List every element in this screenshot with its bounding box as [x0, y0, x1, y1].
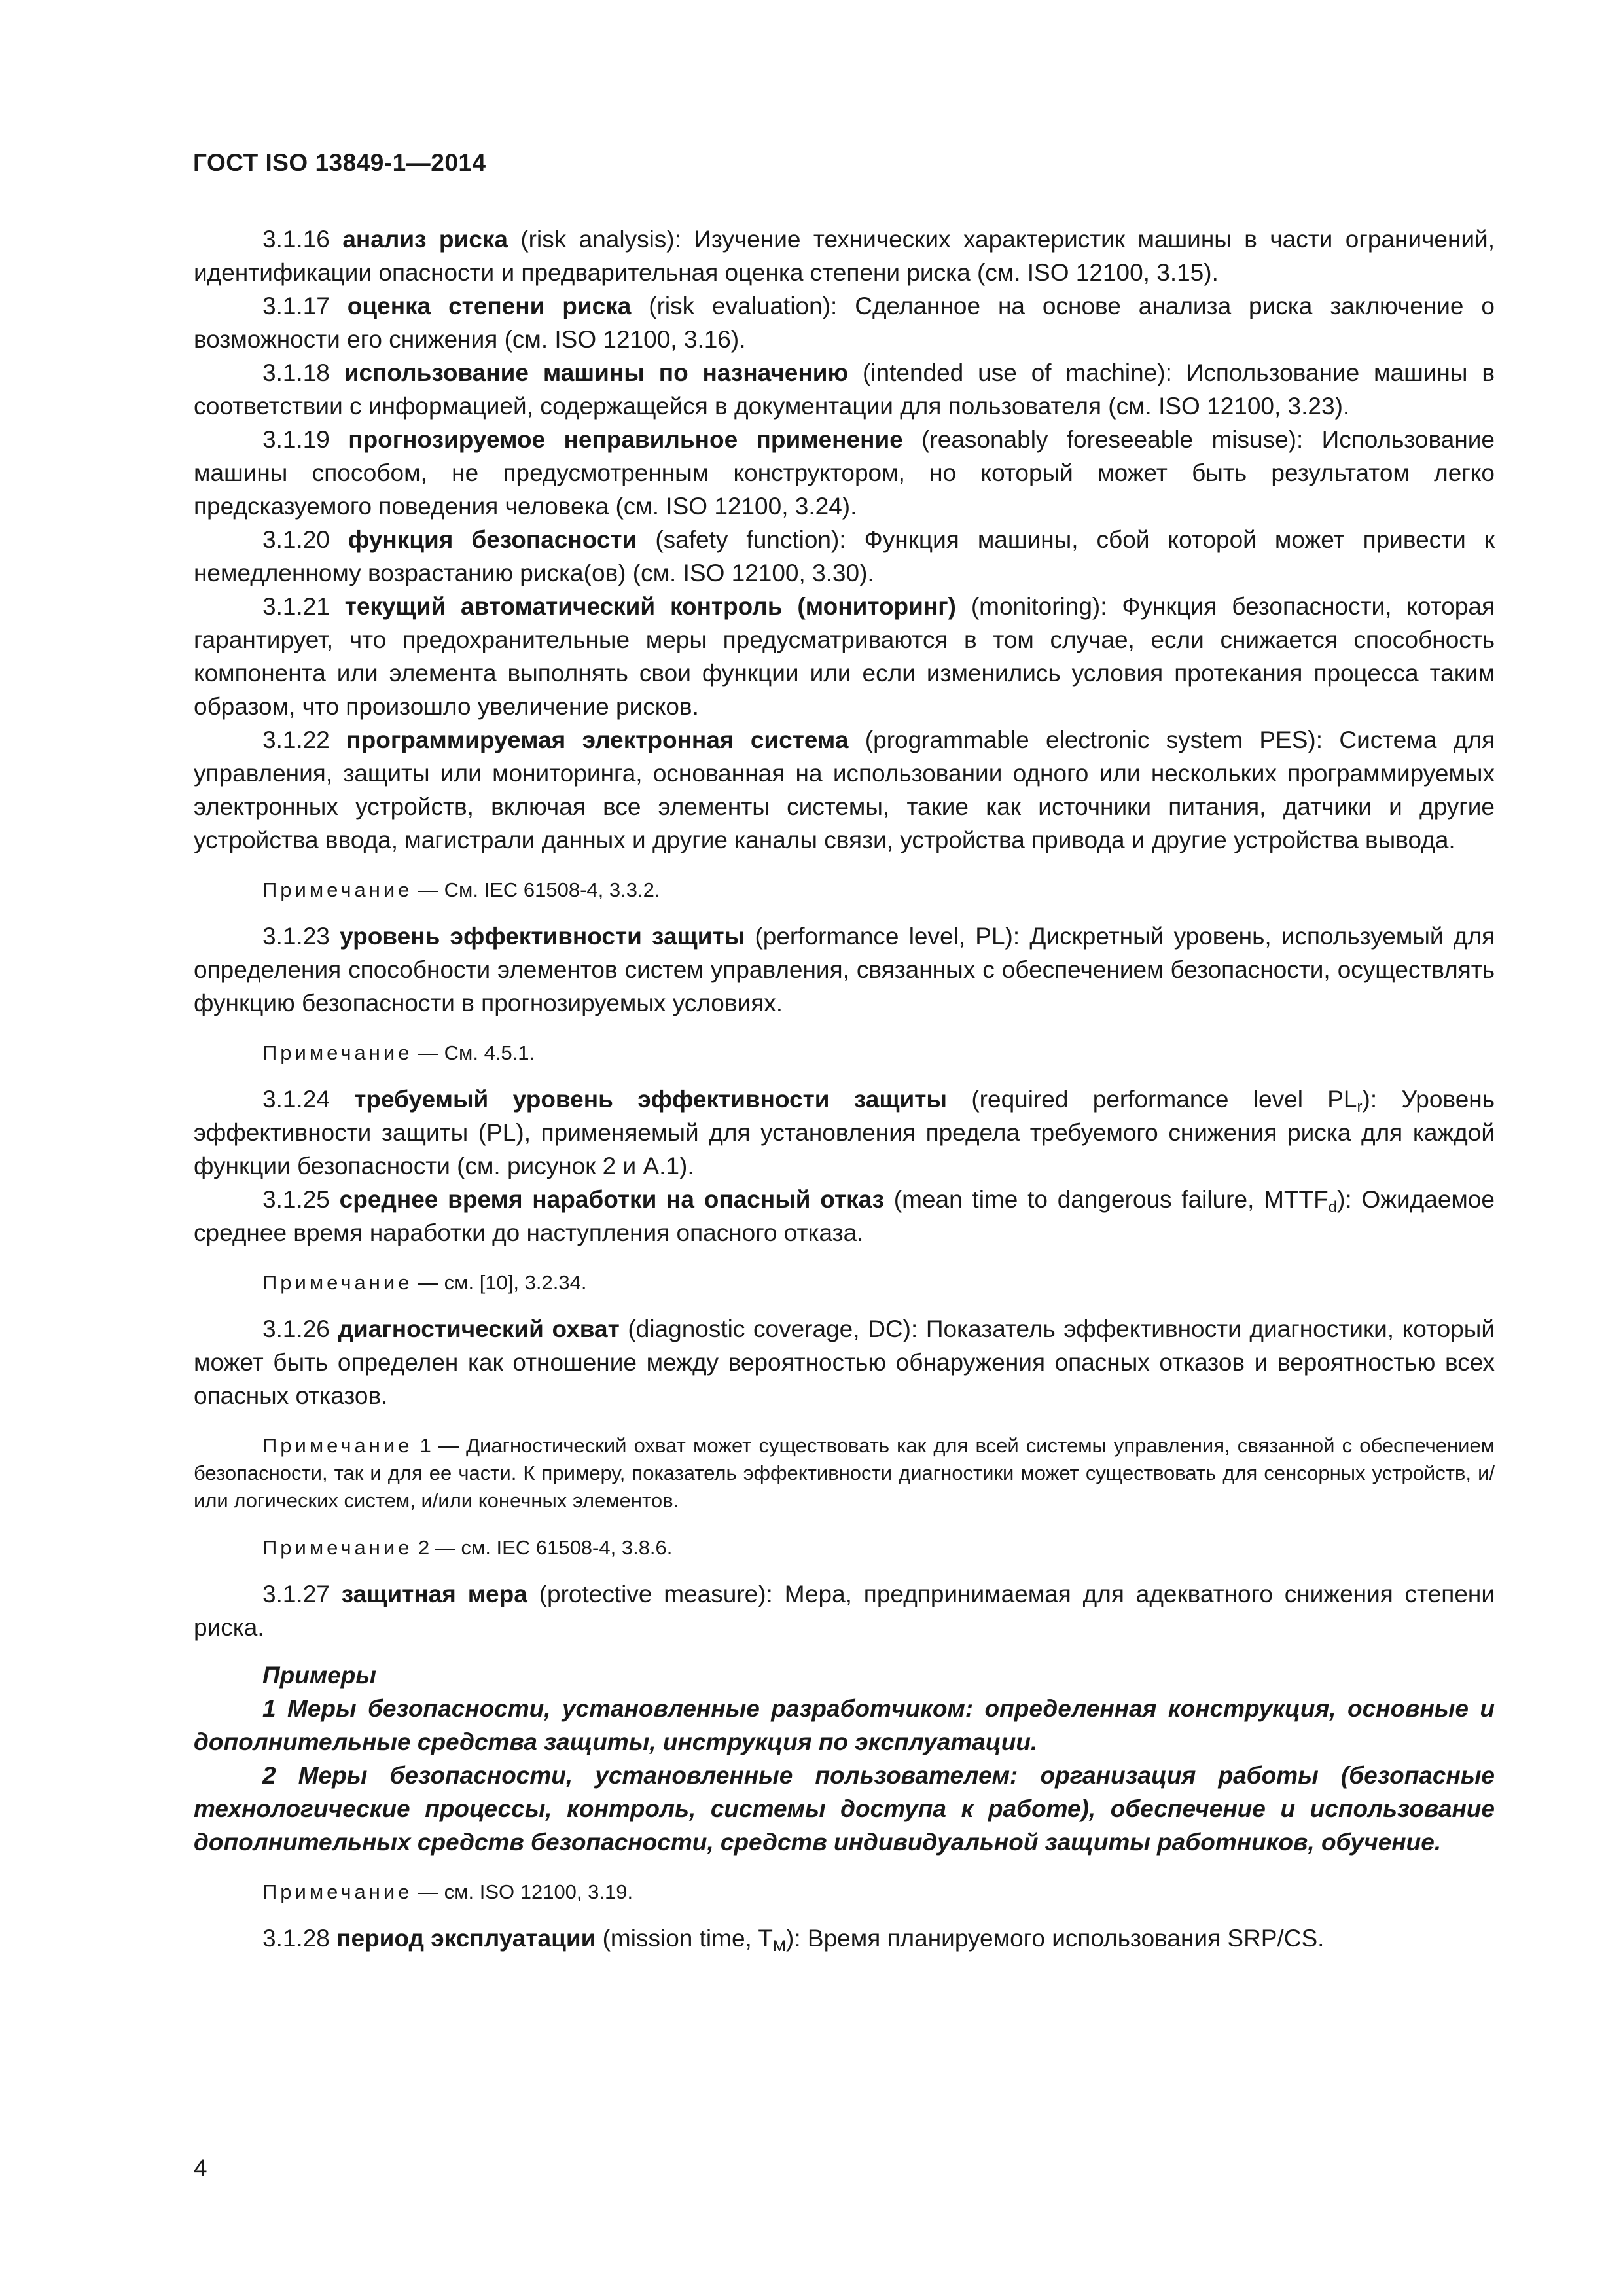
page-number: 4: [194, 2155, 207, 2181]
term-title: программируемая электронная система: [346, 726, 849, 753]
document-header: ГОСТ ISO 13849-1—2014: [193, 149, 486, 176]
term-3-1-22: 3.1.22 программируемая электронная система (programmable electronic system PES): Система для управления, защиты или мониторинга, основанная на использовании одного или нескольких программируемых электронных устройств, включая все элементы системы, такие как источники питания, датчики и другие устройства ввода, магистрали данных и другие каналы связи, устройства привода и другие устройства вывода.: [194, 726, 1495, 853]
term-3-1-27: 3.1.27 защитная мера (protective measure): Мера, предпринимаемая для адекватного снижения степени риска.: [194, 1581, 1495, 1641]
note-3-1-25: Примечание — см. [10], 3.2.34.: [262, 1271, 587, 1294]
term-title: требуемый уровень эффективности защиты: [354, 1086, 948, 1113]
note-3-1-26-2: Примечание 2 — см. IEC 61508-4, 3.8.6.: [262, 1536, 673, 1559]
note-3-1-26-1: Примечание 1 — Диагностический охват может существовать как для всей системы управления, связанной с обеспечением безопасности, так и для ее части. К примеру, показатель эффективности диагностики может существовать для сенсорных устройств, и/или логических систем, и/или конечных элементов.: [194, 1434, 1495, 1512]
note-3-1-23: Примечание — См. 4.5.1.: [262, 1041, 535, 1064]
term-3-1-26: 3.1.26 диагностический охват (diagnostic coverage, DC): Показатель эффективности диагностики, который может быть определен как отношение между вероятностью обнаружения опасных отказов и вероятностью всех опасных отказов.: [194, 1316, 1495, 1409]
term-title: текущий автоматический контроль (мониторинг): [344, 593, 956, 620]
term-3-1-19: 3.1.19 прогнозируемое неправильное применение (reasonably foreseeable misuse): Использование машины способом, не предусмотренным конструктором, но который может быть результатом легко предсказуемого поведения человека (см. ISO 12100, 3.24).: [194, 426, 1495, 520]
term-title: прогнозируемое неправильное применение: [348, 426, 903, 453]
term-3-1-24: 3.1.24 требуемый уровень эффективности защиты (required performance level $PL_r$): Уровень эффективности защиты (PL), применяемый для установления предела требуемого снижения риска для каждой функции безопасности (см. рисунок 2 и А.1).: [194, 1086, 1495, 1179]
term-3-1-28: 3.1.28 период эксплуатации (mission time, $T_M$): Время планируемого использования SRP/CS.: [262, 1925, 1325, 1955]
term-title: анализ риска: [342, 226, 508, 253]
term-3-1-18: 3.1.18 использование машины по назначению (intended use of machine): Использование машины в соответствии с информацией, содержащейся в документации для пользователя (см. ISO 12100, 3.23).: [194, 359, 1495, 420]
term-title: уровень эффективности защиты: [340, 923, 745, 950]
example-1: 1 Меры безопасности, установленные разработчиком: определенная конструкция, основные и дополнительные средства защиты, инструкция по эксплуатации.: [194, 1695, 1495, 1755]
note-3-1-22: Примечание — См. IEC 61508-4, 3.3.2.: [262, 878, 660, 901]
term-title: оценка степени риска: [347, 293, 632, 319]
examples-title: Примеры: [262, 1662, 376, 1689]
term-3-1-16: 3.1.16 анализ риска (risk analysis): Изучение технических характеристик машины в части ограничений, идентификации опасности и предварительная оценка степени риска (см. ISO 12100, 3.15).: [194, 226, 1495, 286]
term-title: использование машины по назначению: [344, 359, 849, 386]
term-3-1-17: 3.1.17 оценка степени риска (risk evaluation): Сделанное на основе анализа риска заключение о возможности его снижения (см. ISO 12100, 3.16).: [194, 293, 1495, 353]
term-title: диагностический охват: [338, 1316, 620, 1342]
term-title: функция безопасности: [348, 526, 637, 553]
term-3-1-25: 3.1.25 среднее время наработки на опасный отказ (mean time to dangerous failure, $MTTF_d$): Ожидаемое среднее время наработки до наступления опасного отказа.: [194, 1186, 1495, 1246]
term-title: период эксплуатации: [336, 1925, 596, 1952]
term-3-1-21: 3.1.21 текущий автоматический контроль (мониторинг) (monitoring): Функция безопасности, которая гарантирует, что предохранительные меры предусматриваются в том случае, если снижается способность компонента или элемента выполнять свои функции или если изменились условия протекания процесса таким образом, что произошло увеличение рисков.: [194, 593, 1495, 720]
term-3-1-23: 3.1.23 уровень эффективности защиты (performance level, PL): Дискретный уровень, используемый для определения способности элементов систем управления, связанных с обеспечением безопасности, осуществлять функцию безопасности в прогнозируемых условиях.: [194, 923, 1495, 1016]
term-3-1-20: 3.1.20 функция безопасности (safety function): Функция машины, сбой которой может привести к немедленному возрастанию риска(ов) (см. ISO 12100, 3.30).: [194, 526, 1495, 586]
example-2: 2 Меры безопасности, установленные пользователем: организация работы (безопасные технологические процессы, контроль, системы доступа к работе), обеспечение и использование дополнительных средств безопасности, средств индивидуальной защиты работников, обучение.: [194, 1762, 1495, 1856]
note-3-1-27: Примечание — см. ISO 12100, 3.19.: [262, 1880, 633, 1903]
term-title: защитная мера: [341, 1581, 527, 1607]
document-body: [194, 223, 1495, 1955]
term-title: среднее время наработки на опасный отказ: [339, 1186, 885, 1213]
